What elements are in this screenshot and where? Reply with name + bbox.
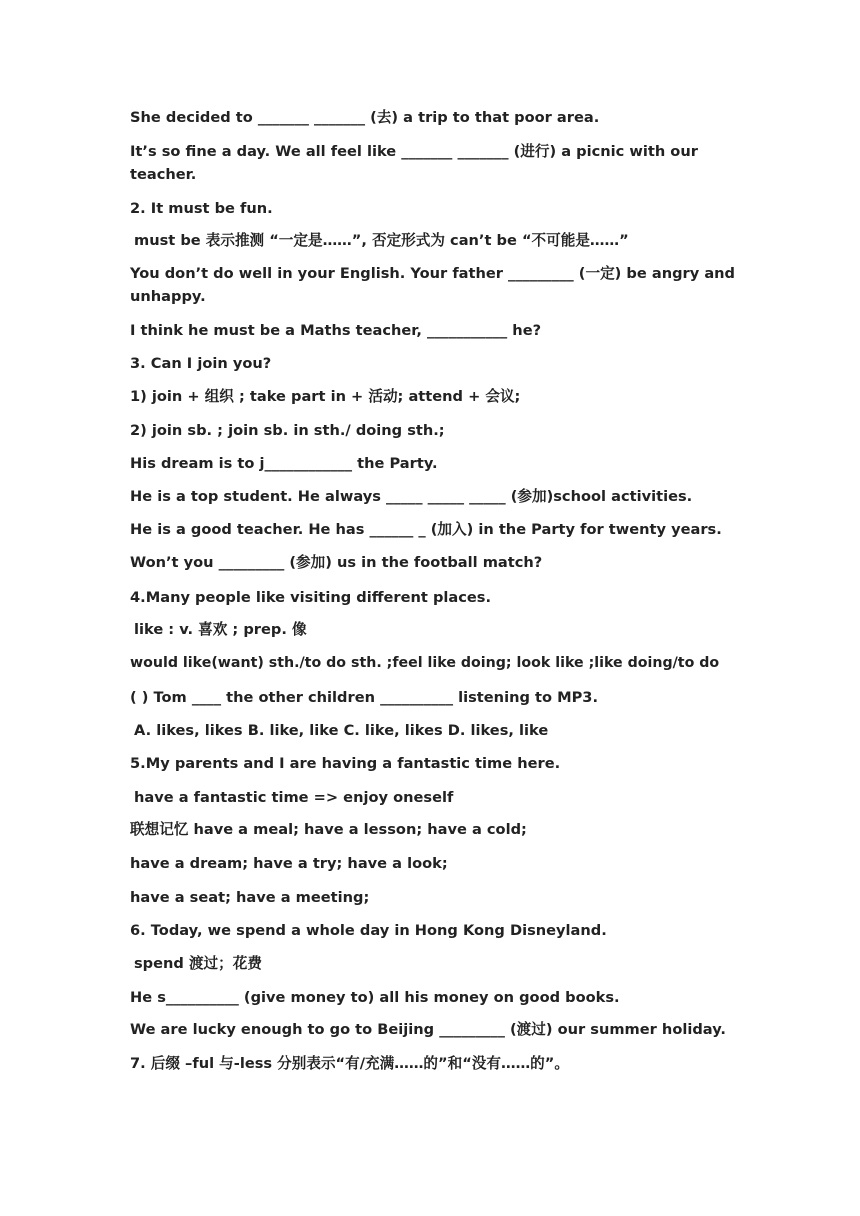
text-line: We are lucky enough to go to Beijing _________ (渡过) our summer holiday.: [130, 1021, 726, 1038]
text-line: A. likes, likes B. like, like C. like, likes D. likes, like: [134, 722, 549, 739]
text-line: You don’t do well in your English. Your father _________ (一定) be angry and unhappy.: [130, 265, 735, 305]
text-line: like : v. 喜欢 ; prep. 像: [134, 621, 307, 638]
text-line: 联想记忆 have a meal; have a lesson; have a cold;: [130, 821, 527, 838]
section-heading: 4.Many people like visiting different places.: [130, 589, 492, 606]
text-line: have a fantastic time => enjoy oneself: [134, 789, 454, 806]
text-line: 2) join sb. ; join sb. in sth./ doing sth.;: [130, 422, 445, 439]
section-heading: 2. It must be fun.: [130, 200, 273, 217]
text-line: spend 渡过；花费: [134, 955, 262, 972]
text-line: He is a top student. He always _____ _____ _____ (参加)school activities.: [130, 488, 693, 505]
text-line: I think he must be a Maths teacher, ___________ he?: [130, 322, 542, 339]
section-heading: 7. 后缀 –ful 与-less 分别表示“有/充满……的”和“没有……的”。: [130, 1055, 569, 1072]
section-heading: 3. Can I join you?: [130, 355, 272, 372]
text-line: His dream is to j____________ the Party.: [130, 455, 438, 472]
text-line: He s__________ (give money to) all his money on good books.: [130, 989, 620, 1006]
section-heading: 5.My parents and I are having a fantastic time here.: [130, 755, 561, 772]
text-line: She decided to _______ _______ (去) a trip to that poor area.: [130, 109, 600, 126]
text-line: He is a good teacher. He has ______ _ (加入) in the Party for twenty years.: [130, 521, 722, 538]
text-line: must be 表示推测 “一定是……”, 否定形式为 can’t be “不可能是……”: [134, 232, 629, 249]
text-line: would like(want) sth./to do sth. ;feel like doing; look like ;like doing/to do: [130, 655, 720, 671]
section-heading: 6. Today, we spend a whole day in Hong Kong Disneyland.: [130, 922, 607, 939]
text-line: It’s so fine a day. We all feel like _______ _______ (进行) a picnic with our teacher.: [130, 143, 698, 183]
text-line: 1) join + 组织 ; take part in + 活动; attend + 会议;: [130, 388, 521, 405]
text-line: have a seat; have a meeting;: [130, 889, 370, 906]
text-line: have a dream; have a try; have a look;: [130, 855, 448, 872]
text-line: Won’t you _________ (参加) us in the football match?: [130, 554, 543, 571]
text-line: ( ) Tom ____ the other children __________ listening to MP3.: [130, 689, 598, 706]
